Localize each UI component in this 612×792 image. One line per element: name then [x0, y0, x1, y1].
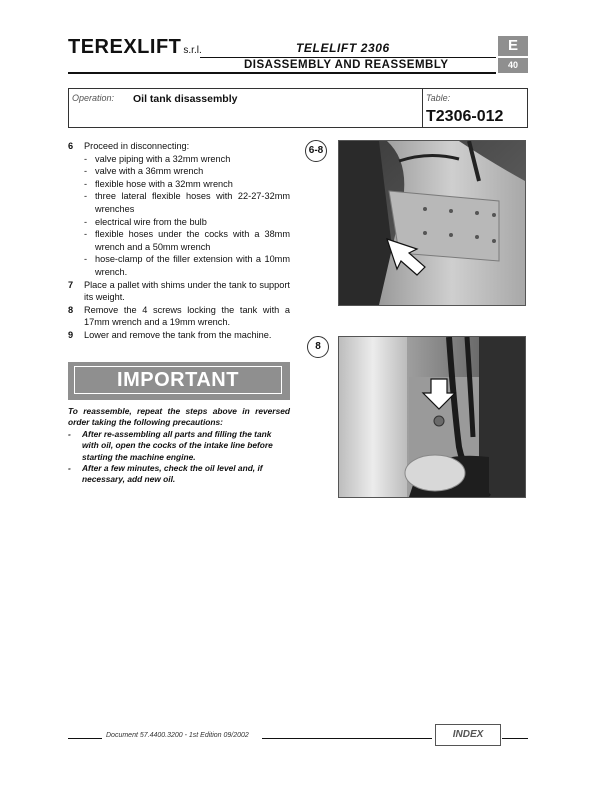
- important-notes: [68, 406, 290, 486]
- footer-rule: [262, 738, 432, 739]
- subitem: - electrical wire from the bulb: [84, 216, 290, 229]
- precaution-item: - After a few minutes, check the oil level and, if necessary, add new oil.: [68, 463, 290, 486]
- subitem-text: flexible hoses under the cocks with a 38mm wrench and a 50mm wrench: [95, 229, 290, 252]
- tank-bolts-photo: [338, 336, 526, 498]
- step-text: Remove the 4 screws locking the tank with a 17mm wrench and a 19mm wrench.: [84, 304, 290, 328]
- operation-label: Operation:: [72, 93, 115, 103]
- procedure-steps: [68, 140, 290, 342]
- step-text: Proceed in disconnecting:: [84, 141, 190, 151]
- step-item: [68, 140, 290, 279]
- section-badge: E: [498, 36, 528, 56]
- brand-name: TEREXLIFT: [68, 36, 182, 58]
- precaution-text: After a few minutes, check the oil level and, if necessary, add new oil.: [82, 463, 263, 485]
- important-title: IMPORTANT: [74, 366, 282, 394]
- footer-rule: [68, 738, 102, 739]
- step-text: Place a pallet with shims under the tank to support its weight.: [84, 279, 290, 303]
- brand-suffix: s.r.l.: [183, 45, 202, 56]
- subitem: - hose-clamp of the filler extension with a 10mm wrench.: [84, 254, 290, 277]
- step-number: 6: [68, 141, 74, 151]
- subitem: - three lateral flexible hoses with 22-27-32mm wrenches: [84, 191, 290, 214]
- step-item: [68, 329, 290, 342]
- step-number: 9: [68, 329, 74, 340]
- subitem: - valve piping with a 32mm wrench: [84, 153, 290, 166]
- precaution-text: After re-assembling all parts and filling the tank with oil, open the cocks of the intake line before starting the machine engine.: [82, 428, 273, 462]
- subitem-text: electrical wire from the bulb: [95, 216, 207, 227]
- index-link[interactable]: INDEX: [435, 724, 501, 746]
- operation-value: Oil tank disassembly: [133, 93, 238, 105]
- page-number-badge: 40: [498, 58, 528, 73]
- step-item: [68, 279, 290, 304]
- step-number: 8: [68, 304, 74, 315]
- header-rule-bottom: [68, 72, 496, 74]
- important-intro: To reassemble, repeat the steps above in reversed order taking the following precautions:: [68, 406, 290, 428]
- brand-logo: [68, 36, 202, 59]
- table-label: Table:: [426, 93, 451, 103]
- step-number: 7: [68, 279, 74, 290]
- document-reference: Document 57.4400.3200 - 1st Edition 09/2002: [106, 732, 249, 739]
- operation-divider: [422, 88, 423, 128]
- subitem-text: valve with a 36mm wrench: [95, 166, 204, 177]
- document-subtitle: DISASSEMBLY AND REASSEMBLY: [244, 59, 449, 71]
- subitem-text: three lateral flexible hoses with 22-27-32mm wrenches: [95, 191, 290, 214]
- step-text: Lower and remove the tank from the machine.: [84, 329, 272, 340]
- subitem: - flexible hoses under the cocks with a 38mm wrench and a 50mm wrench: [84, 229, 290, 252]
- subitem: - flexible hose with a 32mm wrench: [84, 178, 290, 191]
- header-rule: [200, 57, 496, 58]
- table-value: T2306-012: [426, 108, 504, 125]
- figure-tag: 8: [307, 336, 329, 358]
- step-subitems: [84, 153, 290, 279]
- footer-rule: [502, 738, 528, 739]
- precaution-item: - After re-assembling all parts and filling the tank with oil, open the cocks of the intake line before starting the machine engine.: [68, 429, 290, 463]
- figure-tag: 6-8: [305, 140, 327, 162]
- document-title: TELELIFT 2306: [296, 41, 390, 55]
- subitem-text: flexible hose with a 32mm wrench: [95, 178, 233, 189]
- tank-mounting-photo: [338, 140, 526, 306]
- subitem-text: valve piping with a 32mm wrench: [95, 153, 231, 164]
- subitem-text: hose-clamp of the filler extension with a 10mm wrench.: [95, 254, 290, 277]
- subitem: - valve with a 36mm wrench: [84, 165, 290, 178]
- step-item: [68, 304, 290, 329]
